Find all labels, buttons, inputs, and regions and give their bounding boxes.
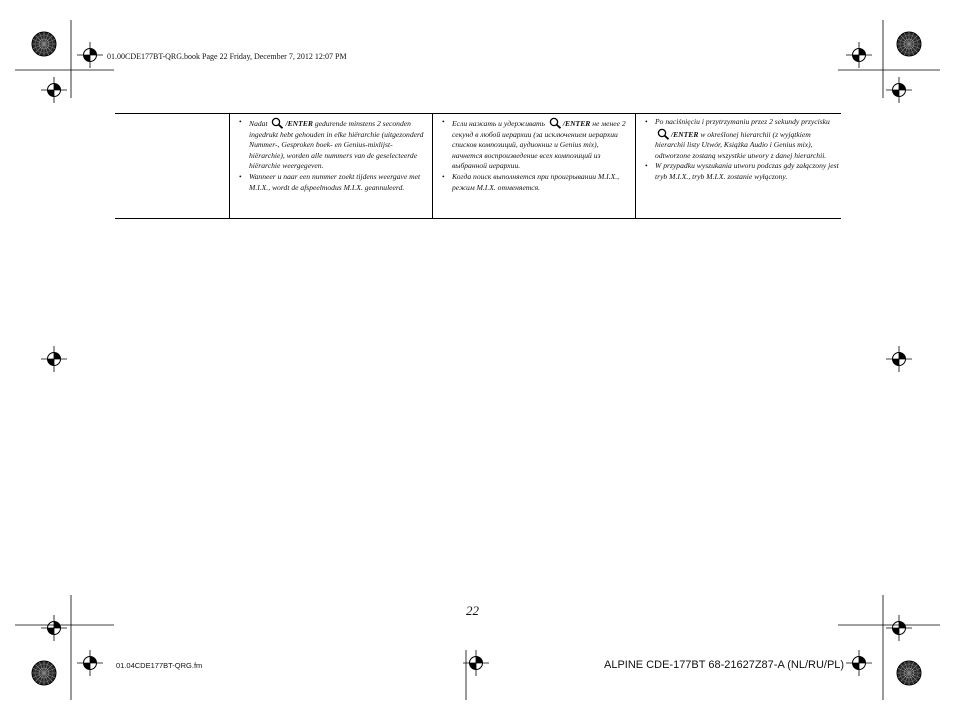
list-item: • W przypadku wyszukania utworu podczas gdy załączony jest tryb M.I.X., tryb M.I.X. zostanie wyłączony. [645, 161, 839, 182]
crosshair-mark-icon [846, 650, 872, 676]
footer-file-name: 01.04CDE177BT-QRG.fm [116, 661, 203, 670]
starburst-target-icon [32, 32, 56, 56]
starburst-target-icon [32, 661, 56, 685]
starburst-target-icon [897, 32, 921, 56]
crosshair-mark-icon [41, 346, 67, 372]
list-item: • Nadat /ENTER gedurende minstens 2 seconden ingedrukt hebt gehouden in elke hiërarchie (uitgezonderd Nummer-, Gesproken boek- en Genius-mixlijst-hiërarchie), worden alle nummers van de geselecteerde hiërarchie weergegeven. [239, 117, 427, 172]
crosshair-mark-icon [77, 42, 103, 68]
list-item: • Если нажать и удерживать /ENTER не менее 2 секунд в любой иерархии (за исключением иерархии списков композиций, аудиокниг и Genius mix), начнется воспроизведение всех композиций из выбранной иерархии. [442, 117, 630, 172]
page-number: 22 [466, 603, 479, 618]
crosshair-mark-icon [77, 650, 103, 676]
list-item: • Wanneer u naar een nummer zoekt tijdens weergave met M.I.X., wordt de afspeelmodus M.I.X. geannuleerd. [239, 172, 427, 193]
book-info-header: 01.00CDE177BT-QRG.book Page 22 Friday, December 7, 2012 12:07 PM [107, 52, 347, 61]
crosshair-mark-icon [886, 77, 912, 103]
crosshair-mark-icon [463, 650, 489, 676]
trim-lines [15, 20, 940, 700]
list-item: • Po naciśnięciu i przytrzymaniu przez 2 sekundy przycisku /ENTER w określonej hierarchii (z wyjątkiem hierarchii listy Utwór, Książka Audio i Genius mix), odtworzone zostaną wszystkie utwory z danej hierarchii. [645, 117, 839, 161]
list-item: • Когда поиск выполняется при проигрывании M.I.X., режим M.I.X. отменяется. [442, 172, 630, 193]
crosshair-mark-icon [41, 77, 67, 103]
crosshair-mark-icon [886, 615, 912, 641]
crosshair-mark-icon [846, 42, 872, 68]
starburst-target-icon [897, 661, 921, 685]
crosshair-mark-icon [886, 346, 912, 372]
crosshair-mark-icon [41, 615, 67, 641]
footer-model: ALPINE CDE-177BT 68-21627Z87-A (NL/RU/PL) [604, 659, 845, 671]
